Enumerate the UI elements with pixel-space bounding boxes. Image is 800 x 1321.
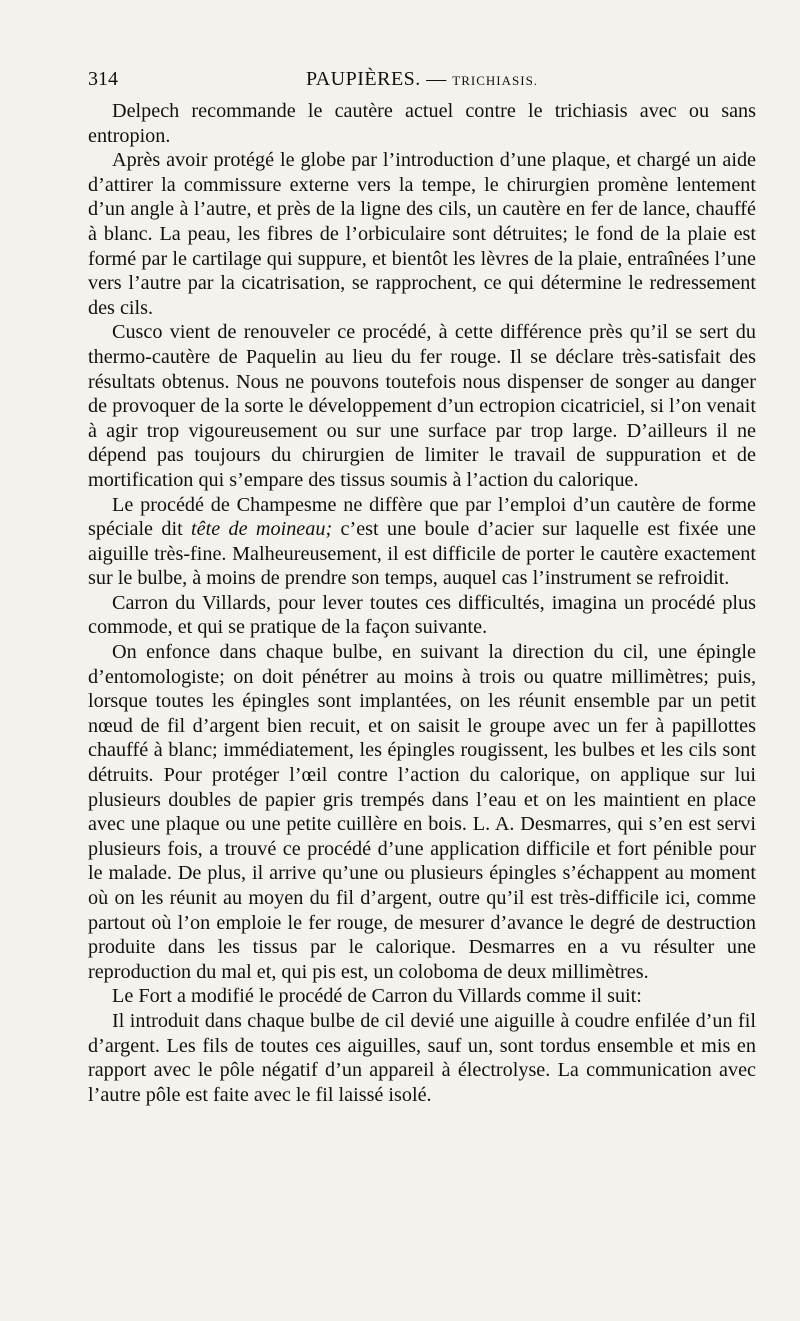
paragraph-champesme	[88, 493, 756, 591]
paragraph-carron-intro: Carron du Villards, pour lever toutes ces difficultés, imagina un procédé plus commode, et qui se pratique de la façon suivante.	[88, 591, 756, 639]
champesme-text-before: Le procédé de Champesme ne diffère que par l’emploi d’un cautère de forme spéciale dit	[88, 493, 756, 541]
paragraph-le-fort-intro: Le Fort a modifié le procédé de Carron du Villards comme il suit:	[112, 985, 642, 1008]
champesme-emphasis: tête de moineau;	[191, 518, 333, 541]
running-title	[88, 68, 756, 91]
body-text	[88, 99, 756, 1107]
paragraph-carron-method: On enfonce dans chaque bulbe, en suivant la direction du cil, une épingle d’entomologiste; on doit pénétrer au moins à trois ou quatre millimètres; puis, lorsque toutes les épingles sont implantées, on les réunit ensemble par un petit nœud de fil d’argent bien recuit, et on saisit le groupe avec un fer à papillottes chauffé à blanc; immédiatement, les épingles rougissent, les bulbes et les cils sont détruits. Pour protéger l’œil contre l’action du calorique, on applique sur lui plusieurs doubles de papier gris trempés dans l’eau et on les maintient en place avec une plaque ou une petite cuillère en bois. L. A. Desmarres, qui s’en est servi plusieurs fois, a trouvé ce procédé d’une application difficile et fort pénible pour le malade. De plus, il arrive qu’une ou plusieurs épingles s’échappent au moment où on les réunit au moyen du fil d’argent, outre qu’il est très-difficile ici, comme partout où l’on emploie le fer rouge, de mesurer d’avance le degré de destruction produite dans les tissus par le calorique. Desmarres en a vu résulter une reproduction du mal et, qui pis est, un coloboma de deux millimètres.	[88, 641, 756, 983]
paragraph-delpech: Delpech recommande le cautère actuel contre le trichiasis avec ou sans entropion.	[88, 100, 756, 147]
paragraph-le-fort-method: Il introduit dans chaque bulbe de cil devié une aiguille à coudre enfilée d’un fil d’argent. Les fils de toutes ces aiguilles, sauf un, sont tordus ensemble et mis en rapport avec le pôle négatif d’un appareil à électrolyse. La communication avec l’autre pôle est faite avec le fil laissé isolé.	[88, 1009, 756, 1106]
champesme-text-after: c’est une boule d’acier sur laquelle est fixée une aiguille très-fine. Malheureusement, il est difficile de porter le cautère exactement sur le bulbe, à moins de prendre son temps, auquel cas l’instrument se refroidit.	[88, 518, 756, 590]
paragraph-cusco: Cusco vient de renouveler ce procédé, à cette différence près qu’il se sert du thermo-cautère de Paquelin au lieu du fer rouge. Il se déclare très-satisfait des résultats obtenus. Nous ne pouvons toutefois nous dispenser de songer au danger de provoquer de la sorte le développement d’un ectropion cicatriciel, si l’on venait à agir trop vigoureusement ou sur une surface par trop large. D’ailleurs il ne dépend pas toujours du chirurgien de limiter le travail de suppuration et de mortification qui s’empare des tissus soumis à l’action du calorique.	[88, 321, 756, 491]
paragraph-procedure: Après avoir protégé le globe par l’introduction d’une plaque, et chargé un aide d’attirer la commissure externe vers la tempe, le chirurgien promène lentement d’un angle à l’autre, et près de la ligne des cils, un cautère en fer de lance, chauffé à blanc. La peau, les fibres de l’orbiculaire sont détruites; le fond de la plaie est formé par le cartilage qui suppure, et bientôt les lèvres de la plaie, entraînées l’une vers l’autre par la cicatrisation, se rapprochent, ce qui détermine le redressement des cils.	[88, 149, 756, 319]
running-header	[88, 64, 756, 94]
chapter-title: PAUPIÈRES.	[305, 68, 421, 90]
section-title: TRICHIASIS.	[452, 73, 539, 88]
page-number: 314	[88, 68, 118, 90]
title-separator: —	[426, 68, 447, 90]
